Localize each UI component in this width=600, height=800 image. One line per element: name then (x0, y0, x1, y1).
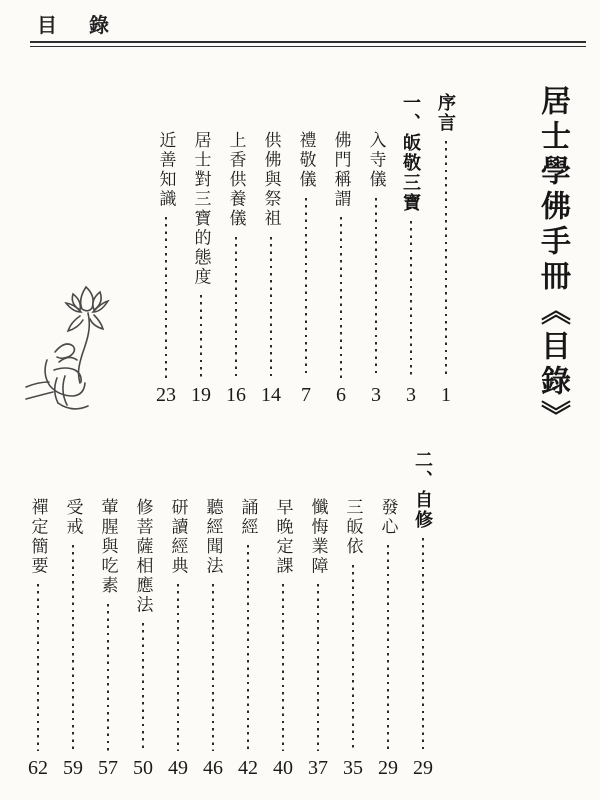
toc-entry (226, 93, 246, 407)
dotted-leader (352, 565, 354, 752)
toc-entry (28, 450, 48, 780)
dotted-leader (200, 295, 202, 378)
toc-entry-page-number: 42 (238, 757, 258, 779)
toc-entry-title: 供佛與祭祖 (261, 131, 281, 229)
toc-entry-title: 序言 (436, 93, 456, 133)
toc-entry (436, 93, 456, 407)
toc-entry-page-number: 46 (203, 757, 223, 779)
toc-entry-title: 發心 (378, 498, 398, 537)
toc-entry-title: 研讀經典 (168, 498, 188, 576)
toc-entry-title: 居士對三寶的態度 (191, 131, 211, 287)
toc-entry-title: 三皈依 (343, 498, 363, 557)
toc-entry (63, 450, 83, 780)
dotted-leader (270, 237, 272, 379)
toc-entry (191, 93, 211, 407)
dotted-leader (305, 198, 307, 379)
dotted-leader (340, 217, 342, 378)
dotted-leader (282, 584, 284, 751)
header-divider (30, 41, 586, 47)
hand-holding-lotus-illustration (24, 281, 136, 419)
dotted-leader (235, 237, 237, 379)
toc-entry-page-number: 7 (301, 384, 311, 406)
toc-entry (331, 93, 351, 407)
toc-entry-page-number: 1 (441, 384, 451, 406)
toc-entry-page-number: 3 (371, 384, 381, 406)
toc-entry-title: 受戒 (63, 498, 83, 537)
toc-entry-title: 佛門稱謂 (331, 131, 351, 209)
dotted-leader (142, 623, 144, 751)
dotted-leader (247, 545, 249, 751)
toc-entry (308, 450, 328, 780)
toc-entry-title: 上香供養儀 (226, 131, 246, 229)
toc-entry-page-number: 29 (413, 757, 433, 779)
dotted-leader (387, 545, 389, 751)
toc-entry-page-number: 19 (191, 384, 211, 406)
toc-entry-page-number: 50 (133, 757, 153, 779)
toc-entry-title: 入寺儀 (366, 131, 386, 190)
toc-entry (401, 93, 421, 407)
toc-entry-page-number: 14 (261, 384, 281, 406)
toc-entry-page-number: 3 (406, 384, 416, 406)
toc-entry-title: 葷腥與吃素 (98, 498, 118, 596)
toc-entry-page-number: 57 (98, 757, 118, 779)
toc-entry-page-number: 6 (336, 384, 346, 406)
toc-entry-page-number: 62 (28, 757, 48, 779)
toc-header-label: 目 錄 (37, 15, 115, 37)
dotted-leader (107, 604, 109, 752)
dotted-leader (212, 584, 214, 751)
toc-entry (296, 93, 316, 407)
toc-entry (261, 93, 281, 407)
dotted-leader (177, 584, 179, 751)
toc-entry (378, 450, 398, 780)
toc-entry (343, 450, 363, 780)
dotted-leader (445, 141, 447, 378)
toc-entry-page-number: 59 (63, 757, 83, 779)
toc-entry (413, 450, 433, 780)
toc-entry (98, 450, 118, 780)
toc-entry-page-number: 37 (308, 757, 328, 779)
toc-entry (133, 450, 153, 780)
dotted-leader (317, 584, 319, 751)
toc-entry-title: 聽經聞法 (203, 498, 223, 576)
book-title: 居士學佛手冊《目錄》 (536, 85, 569, 435)
toc-entry-title: 禮敬儀 (296, 131, 316, 190)
toc-entry (203, 450, 223, 780)
dotted-leader (410, 221, 412, 378)
toc-entry-title: 修菩薩相應法 (133, 498, 153, 615)
dotted-leader (165, 217, 167, 378)
toc-entry (238, 450, 258, 780)
toc-entry-page-number: 35 (343, 757, 363, 779)
toc-entry (156, 93, 176, 407)
toc-entry-page-number: 49 (168, 757, 188, 779)
toc-entry (273, 450, 293, 780)
toc-entry-page-number: 40 (273, 757, 293, 779)
dotted-leader (375, 198, 377, 379)
toc-entry-page-number: 29 (378, 757, 398, 779)
toc-entry-title: 禪定簡要 (28, 498, 48, 576)
toc-section-intro-and-refuge (156, 93, 456, 407)
toc-entry-title: 近善知識 (156, 131, 176, 209)
toc-entry-page-number: 23 (156, 384, 176, 406)
dotted-leader (72, 545, 74, 751)
toc-entry (168, 450, 188, 780)
toc-section-self-practice (28, 450, 433, 780)
dotted-leader (422, 538, 424, 751)
toc-entry-title: 二、自修 (413, 450, 433, 530)
dotted-leader (37, 584, 39, 751)
toc-entry-title: 誦經 (238, 498, 258, 537)
toc-entry-title: 一、皈敬三寶 (401, 93, 421, 213)
toc-entry-page-number: 16 (226, 384, 246, 406)
toc-entry-title: 早晚定課 (273, 498, 293, 576)
toc-entry-title: 懺悔業障 (308, 498, 328, 576)
toc-entry (366, 93, 386, 407)
